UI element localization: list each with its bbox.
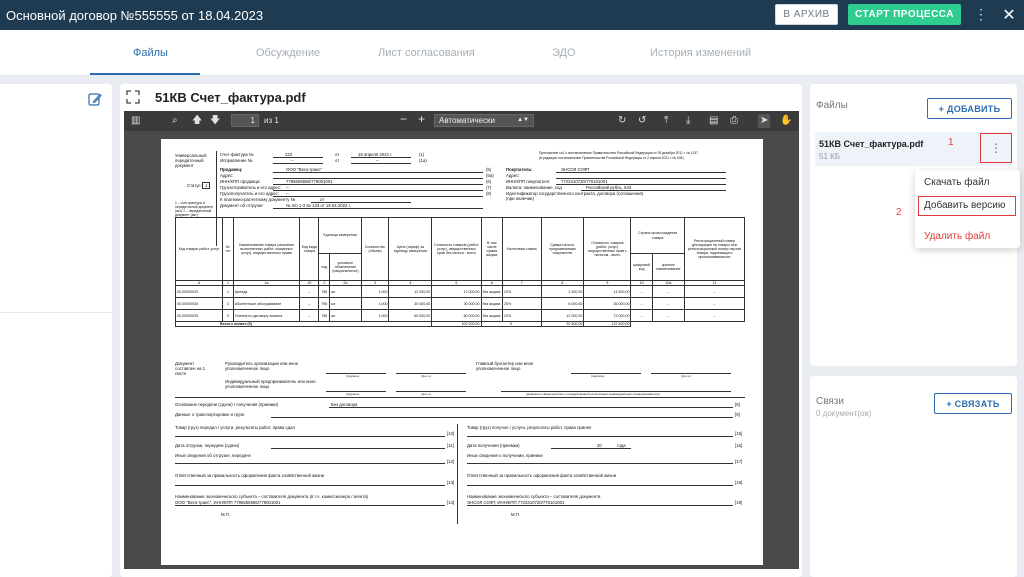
doc-from-2: от: [335, 158, 340, 163]
doc-n16: [16]: [735, 443, 743, 448]
col-num-label: 1б: [300, 281, 319, 286]
cell: 20%: [502, 298, 541, 310]
cell: 2: [223, 298, 234, 310]
zoom-value: Автоматически: [439, 116, 495, 125]
zoom-in-icon[interactable]: +: [418, 112, 426, 126]
col-num-label: 8: [541, 281, 584, 286]
cell: 20%: [502, 286, 541, 298]
menu-add-version[interactable]: Добавить версию: [918, 196, 1016, 216]
first-page-icon[interactable]: ⤒: [664, 115, 669, 126]
cell: --: [631, 298, 652, 310]
rotate-cw-icon[interactable]: ↻: [618, 115, 627, 126]
doc-ip-label: Индивидуальный предприниматель или иное уполномоченное лицо: [225, 379, 316, 389]
cell: --: [631, 286, 652, 298]
cell: 12 000,00: [389, 286, 432, 298]
close-icon[interactable]: ✕: [1002, 7, 1016, 24]
cell: 6 000,00: [541, 298, 584, 310]
file-context-menu: [915, 170, 1020, 248]
doc-line-8: (8): [486, 191, 492, 196]
annotation-1: 1: [948, 137, 954, 148]
doc-line-6: (5): [486, 167, 492, 172]
hand-tool-icon[interactable]: ✋: [780, 115, 793, 126]
doc-n8: [8]: [735, 402, 740, 407]
cell: --: [631, 310, 652, 322]
tab-edo[interactable]: ЭДО: [552, 47, 576, 59]
doc-resp-label: Ответственный за правильность оформления факта хозяйственной жизни: [175, 473, 325, 478]
cell: --: [684, 298, 744, 310]
doc-fio-3: (ф.и.о.): [421, 392, 432, 396]
doc-n17: [17]: [735, 459, 743, 464]
cell: Аренда: [233, 286, 299, 298]
col-unit-code: код: [319, 254, 330, 281]
doc-consignee-label: Грузополучатель и его адрес:: [220, 191, 279, 196]
zoom-out-icon[interactable]: −: [400, 112, 408, 126]
cell: Абонентское обслуживание: [233, 298, 299, 310]
cell: 796: [319, 310, 330, 322]
select-tool-icon[interactable]: ➤: [760, 115, 769, 126]
pdf-canvas-area[interactable]: [124, 131, 799, 569]
cell: 00-00000030: [176, 298, 223, 310]
pdf-toolbar: [124, 111, 799, 131]
col-num-label: 6: [481, 281, 502, 286]
col-tax-rate: Налоговая ставка: [502, 218, 541, 281]
doc-fio-2: (ф.и.о.): [681, 374, 692, 378]
cell: 1,000: [361, 286, 389, 298]
doc-line-6b: (6): [486, 179, 492, 184]
cell: 796: [319, 298, 330, 310]
col-cost: Стоимость товаров (работ, услуг), имущественных прав без налога - всего: [432, 218, 481, 281]
tab-files[interactable]: Файлы: [133, 47, 168, 59]
doc-shipment: № п/п 1-3 № 123 от 19.04.2022 г.: [286, 203, 351, 208]
doc-basis-value: Без договора: [331, 402, 358, 407]
menu-delete-file[interactable]: Удалить файл: [924, 231, 991, 242]
doc-seller-label: Продавец:: [220, 167, 243, 172]
prev-page-icon[interactable]: 🡅: [192, 115, 203, 126]
cell: 3: [223, 310, 234, 322]
archive-button[interactable]: В АРХИВ: [775, 4, 838, 25]
cell: без акциза: [481, 286, 502, 298]
tab-discussion[interactable]: Обсуждение: [256, 47, 321, 59]
doc-entity-buyer: ЭНСОЛ СОФТ, ИНН/КПП 7723410720/770101001: [467, 500, 565, 505]
col-name: Наименование товара (описание выполненных работ, оказанных услуг), имущественного права: [233, 218, 299, 281]
col-reg: Регистрационный номер декларации на товары или регистрационный номер партии товара, подлежащего прослеживаемости: [684, 218, 744, 281]
cell: 1,000: [361, 298, 389, 310]
cell: 60 000,00: [432, 310, 481, 322]
cell: 796: [319, 286, 330, 298]
cell: 00-00000029: [176, 286, 223, 298]
file-list-item[interactable]: [815, 132, 1012, 166]
doc-line-6a: (5а): [486, 173, 494, 178]
cell: 30 000,00: [432, 298, 481, 310]
doc-line-1: (1): [419, 152, 425, 157]
doc-buyer: ЭНСОЛ СОФТ: [561, 167, 590, 172]
col-unit: Единица измерения: [319, 218, 361, 254]
doc-buyer-label: Покупатель:: [506, 167, 533, 172]
doc-n19: [19]: [735, 500, 743, 505]
cell: --: [684, 286, 744, 298]
doc-status-note: 1 – счет-фактура и передаточный документ (акт) 2 – передаточный документ (акт): [175, 201, 214, 217]
total-label: Всего к оплате (9): [176, 322, 432, 327]
doc-status-label: Статус:: [187, 183, 202, 188]
cell: --: [300, 310, 319, 322]
file-menu-icon[interactable]: ⋮: [980, 133, 1012, 163]
zoom-select[interactable]: [434, 114, 534, 127]
viewer-file-title: 51КВ Счет_фактура.pdf: [155, 90, 306, 105]
col-num-label: А: [176, 281, 223, 286]
links-count: 0 документ(ов): [816, 409, 872, 418]
doc-entity-seller: ООО "Вега-транс", ИНН/КПП 7795555596/779001001: [175, 500, 281, 505]
doc-n13: [13]: [447, 480, 455, 485]
doc-invoice-no: 123: [285, 152, 293, 157]
cell: --: [300, 286, 319, 298]
sidebar-toggle-icon[interactable]: ▥: [131, 115, 141, 126]
doc-n10: [10]: [447, 431, 455, 436]
last-page-icon[interactable]: ⤓: [686, 115, 691, 126]
doc-inn-seller: 7795555596/779001001: [286, 179, 333, 184]
col-num-label: 11: [684, 281, 744, 286]
doc-recv-year: года: [617, 443, 626, 448]
doc-head-label: Руководитель организации или иное уполномоченное лицо: [225, 361, 299, 371]
doc-other-recv-label: Иные сведения о получении, приемке: [467, 453, 543, 458]
doc-gov-id-label: Идентификатор государственного контракта, договора (соглашения) (при наличии): [506, 191, 644, 201]
cell: --: [652, 298, 684, 310]
app-header: [0, 0, 1024, 30]
cell: --: [300, 298, 319, 310]
link-document-button[interactable]: + СВЯЗАТЬ: [934, 393, 1012, 414]
table-total-row: [176, 322, 745, 327]
doc-n9: [9]: [735, 412, 740, 417]
cell: 30 000,00: [389, 298, 432, 310]
doc-transport-label: Данные о транспортировке и грузе: [175, 412, 245, 417]
cell: шт: [330, 286, 361, 298]
doc-resp-label-2: Ответственный за правильность оформления факта хозяйственной жизни: [467, 473, 617, 478]
cell: 2 400,00: [541, 286, 584, 298]
cell: --: [652, 286, 684, 298]
doc-n14: [14]: [447, 500, 455, 505]
doc-invoice-label: Счет-фактура №: [220, 152, 254, 157]
doc-accountant-label: Главный бухгалтер или иное уполномоченное лицо: [476, 361, 534, 371]
doc-status-value: 1: [202, 182, 210, 189]
active-tab-indicator: [90, 73, 200, 75]
col-country: Страна происхождения товара: [631, 218, 684, 254]
doc-entity-label: Наименование экономического субъекта – составителя документа (в т.ч. комиссионера / агента): [175, 494, 369, 499]
col-num-label: 2: [319, 281, 330, 286]
doc-sheets-label: Документ составлен на 1 листе: [175, 361, 206, 376]
page-number-input[interactable]: 1: [231, 114, 259, 127]
doc-fio-1: (ф.и.о.): [421, 374, 432, 378]
doc-other-ship-label: Иные сведения об отгрузке, передаче: [175, 453, 251, 458]
col-num-label: 2а: [330, 281, 361, 286]
doc-recv-date-label: Дата получения (приемки): [467, 443, 520, 448]
doc-seller: ООО "Вега-транс": [286, 167, 323, 172]
cell: без акциза: [481, 310, 502, 322]
doc-buyer-address-label: Адрес:: [506, 173, 520, 178]
doc-decree: Приложение №1 к постановлению Правительства Российской Федерации от 26 декабря 2011 г. № 1137: [539, 151, 698, 155]
col-tax-sum: Сумма налога, предъявляемая покупателю: [541, 218, 584, 281]
doc-correction-date: --: [376, 158, 379, 163]
cell: 36 000,00: [584, 298, 631, 310]
doc-n12: [12]: [447, 459, 455, 464]
col-num-label: 10а: [652, 281, 684, 286]
edit-icon[interactable]: [88, 92, 102, 106]
doc-from: от: [335, 152, 340, 157]
doc-decree-2: (в редакции постановления Правительства Российской Федерации от 2 апреля 2021 г. № 534): [539, 156, 684, 160]
pdf-page: [161, 139, 763, 565]
file-name: 51КВ Счет_фактура.pdf: [819, 139, 924, 149]
cell: 1: [223, 286, 234, 298]
tab-approval-sheet[interactable]: Лист согласования: [378, 47, 475, 59]
cell: 14 400,00: [584, 286, 631, 298]
doc-currency-label: Валюта: наименование, код: [506, 185, 562, 190]
menu-download-file[interactable]: Скачать файл: [924, 177, 990, 188]
table-row: [176, 298, 745, 310]
tab-history[interactable]: История изменений: [650, 47, 752, 59]
col-country-name: краткое наименование: [652, 254, 684, 281]
chevron-down-icon: ▲▼: [517, 117, 529, 123]
next-page-icon[interactable]: 🡇: [210, 115, 221, 126]
doc-correction-no: --: [291, 158, 294, 163]
doc-inn-buyer-label: ИНН/КПП покупателя:: [506, 179, 550, 184]
doc-payment-from: от: [320, 197, 325, 202]
col-num-label: 5: [432, 281, 481, 286]
total-tax: 20 400,00: [541, 322, 584, 327]
cell: 20%: [502, 310, 541, 322]
divider: [0, 312, 112, 313]
doc-upd-label: Универсальный передаточный документ: [175, 153, 207, 168]
links-title: Связи: [816, 396, 845, 407]
doc-mp-2: М.П.: [511, 512, 521, 517]
cell: шт: [330, 310, 361, 322]
pdf-viewer-card: [120, 84, 802, 577]
doc-correction-label: Исправление №: [220, 158, 253, 163]
annotation-2: 2: [896, 207, 902, 218]
table-row: [176, 310, 745, 322]
doc-ip-reqs: (реквизиты свидетельства о государственной регистрации индивидуального предпринимателя): [526, 392, 660, 396]
search-icon[interactable]: ⌕: [172, 115, 178, 126]
document-title: Основной договор №555555 от 18.04.2023: [6, 7, 264, 23]
table-row: [176, 286, 745, 298]
col-num-label: 1: [223, 281, 234, 286]
add-file-button[interactable]: + ДОБАВИТЬ: [927, 98, 1012, 119]
doc-basis-label: Основание передачи (сдачи) / получения (приемки): [175, 402, 279, 407]
col-code: Код товара/ работ, услуг: [176, 218, 223, 281]
cell: 1,000: [361, 310, 389, 322]
doc-line-7: (7): [486, 185, 492, 190]
doc-sig-2: (подпись): [591, 374, 605, 378]
doc-ship-date-label: Дата отгрузки, передачи (сдачи): [175, 443, 240, 448]
col-unit-name: условное обозначение (национальное): [330, 254, 361, 281]
doc-currency: Российский рубль, 643: [586, 185, 632, 190]
cell: 12 000,00: [432, 286, 481, 298]
doc-shipment-label: Документ об отгрузке: [220, 203, 263, 208]
col-num-label: 4: [389, 281, 432, 286]
doc-transferred-label: Товар (груз) передал / услуги, результаты работ, права сдал: [175, 425, 296, 430]
links-panel: [810, 376, 1017, 577]
total-with-tax: 122 400,00: [584, 322, 631, 327]
print-icon[interactable]: ⎙: [730, 115, 738, 126]
expand-icon[interactable]: [126, 90, 140, 104]
cell: без акциза: [481, 298, 502, 310]
cell: 00-00000025: [176, 310, 223, 322]
doc-shipper-label: Грузоотправитель и его адрес:: [220, 185, 282, 190]
col-country-code: цифровой код: [631, 254, 652, 281]
doc-line-1a: (1а): [419, 158, 427, 163]
cell: 60 000,00: [389, 310, 432, 322]
file-size: 51 КБ: [819, 152, 841, 161]
page-total-label: из 1: [264, 116, 279, 125]
col-qty: Количество (объем): [361, 218, 389, 281]
tab-bar: [0, 30, 1024, 76]
doc-date: 19 апреля 2022 г.: [358, 152, 393, 157]
start-process-button[interactable]: СТАРТ ПРОЦЕССА: [848, 4, 961, 25]
doc-entity-label-2: Наименование экономического субъекта – составителя документа: [467, 494, 601, 499]
doc-n11: [11]: [447, 443, 454, 448]
cell: --: [652, 310, 684, 322]
invoice-table: [175, 217, 745, 327]
doc-shipper: --: [286, 185, 289, 190]
col-total: Стоимость товаров (работ, услуг), имущественных прав с налогом - всего: [584, 218, 631, 281]
doc-n15: [15]: [735, 431, 743, 436]
doc-payment-label: К платежно-расчетному документу №: [220, 197, 296, 202]
rotate-ccw-icon[interactable]: ↺: [638, 115, 647, 126]
cell: 72 000,00: [584, 310, 631, 322]
download-icon[interactable]: ▤: [709, 115, 719, 126]
doc-n18: [18]: [735, 480, 743, 485]
doc-inn-buyer: 7723410720/770101001: [561, 179, 608, 184]
doc-recv-day: 20: [597, 443, 602, 448]
cell: шт: [330, 298, 361, 310]
files-title: Файлы: [816, 100, 848, 111]
col-num-label: 10: [631, 281, 652, 286]
total-no-tax: 102 000,00: [432, 322, 481, 327]
cell: 12 000,00: [541, 310, 584, 322]
col-num-label: 9: [584, 281, 631, 286]
kebab-icon[interactable]: ⋮: [974, 6, 988, 22]
doc-mp-1: М.П.: [221, 512, 231, 517]
doc-sig-3: (подпись): [346, 392, 360, 396]
col-num-label: 7: [502, 281, 541, 286]
doc-seller-address-label: Адрес:: [220, 173, 234, 178]
doc-consignee: --: [286, 191, 289, 196]
col-excise: В том числе сумма акциза: [481, 218, 502, 281]
cell: --: [684, 310, 744, 322]
left-panel: [0, 84, 112, 577]
col-price: Цена (тариф) за единицу измерения: [389, 218, 432, 281]
col-num: № п/п: [223, 218, 234, 281]
total-x: X: [481, 322, 541, 327]
cell: Платеж по договору лизинга: [233, 310, 299, 322]
doc-inn-seller-label: ИНН/КПП продавца:: [220, 179, 261, 184]
col-kind: Код вида товара: [300, 218, 319, 281]
doc-received-label: Товар (груз) получил / услуги, результаты работ, права принял: [467, 425, 592, 430]
doc-sig-1: (подпись): [346, 374, 360, 378]
col-num-label: 1а: [233, 281, 299, 286]
col-num-label: 3: [361, 281, 389, 286]
